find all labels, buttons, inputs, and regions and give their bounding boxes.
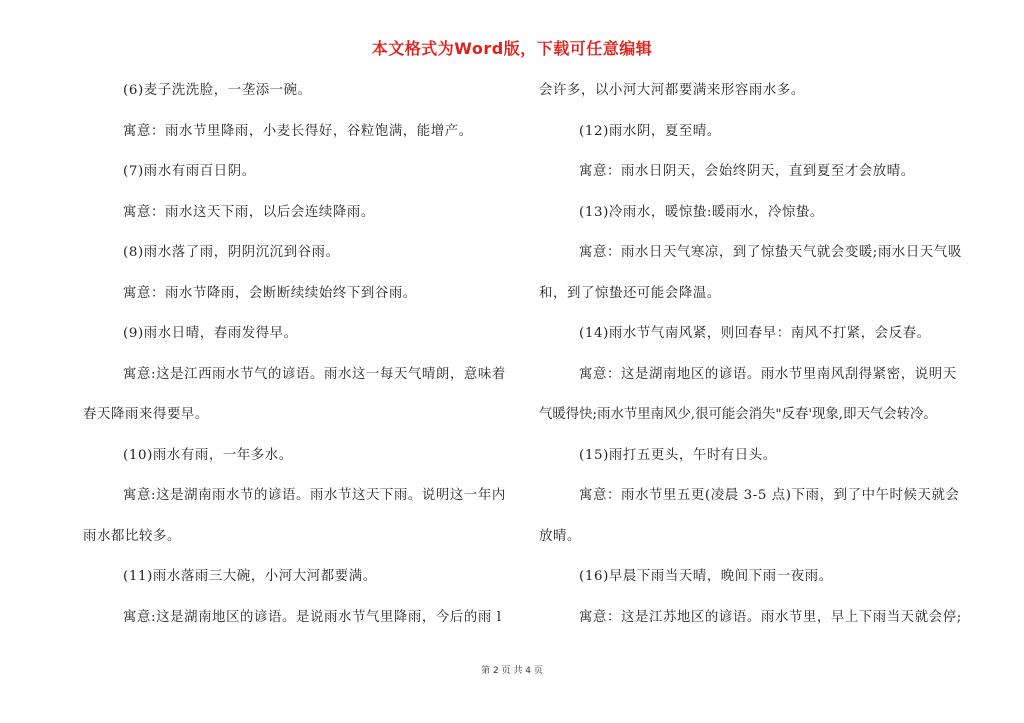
- text-line: 寓意：这是江苏地区的谚语。雨水节里，早上下雨当天就会停;: [579, 609, 962, 625]
- text-line: 寓意:这是湖南雨水节的谚语。雨水节这天下雨。说明这一年内: [123, 488, 506, 503]
- text-line: (15)雨打五更头，午时有日头。: [579, 447, 777, 463]
- text-line: (11)雨水落雨三大碗，小河大河都要满。: [123, 569, 377, 584]
- text-line: 寓意：雨水节降雨，会断断续续始终下到谷雨。: [123, 285, 417, 301]
- text-line: 放晴。: [539, 528, 581, 544]
- document-header-banner: 本文格式为Word版，下载可任意编辑: [371, 39, 653, 58]
- text-line: (9)雨水日晴，春雨发得早。: [123, 326, 298, 341]
- text-line: (16)早晨下雨当天晴，晚间下雨一夜雨。: [579, 569, 833, 584]
- text-line: 寓意：雨水日阴天，会始终阴天，直到夏至才会放晴。: [579, 164, 915, 179]
- text-line: 寓意：这是湖南地区的谚语。雨水节里南风刮得紧密，说明天: [579, 366, 957, 382]
- text-line: (10)雨水有雨，一年多水。: [123, 447, 293, 463]
- page-number-footer: 第 2 页 共 4 页: [481, 666, 543, 676]
- text-line: 寓意：雨水这天下雨，以后会连续降雨。: [123, 204, 375, 220]
- left-text-column: [83, 78, 535, 645]
- text-line: (12)雨水阴，夏至晴。: [579, 123, 721, 139]
- right-text-column: [539, 78, 991, 645]
- text-line: 雨水都比较多。: [83, 528, 181, 544]
- text-line: 寓意:这是江西雨水节气的谚语。雨水这一每天气晴朗，意味着: [123, 366, 506, 382]
- text-line: 气暖得快;雨水节里南风少,很可能会消失"反春'现象,即天气会转冷。: [539, 407, 937, 422]
- text-line: 春天降雨来得要早。: [83, 407, 209, 422]
- text-line: (14)雨水节气南风紧，则回春早：南风不打紧，会反春。: [579, 326, 931, 341]
- text-line: 会许多，以小河大河都要满来形容雨水多。: [539, 83, 805, 98]
- text-line: 寓意：雨水日天气寒凉，到了惊蛰天气就会变暖;雨水日天气吸: [579, 245, 962, 260]
- text-line: (13)冷雨水，暖惊蛰:暖雨水，冷惊蛰。: [579, 204, 824, 220]
- text-line: 和，到了惊蛰还可能会降温。: [539, 285, 721, 301]
- text-line: 寓意：雨水节里五更(凌晨 3-5 点)下雨，到了中午时候天就会: [579, 488, 960, 503]
- text-line: 寓意：雨水节里降雨，小麦长得好，谷粒饱满，能增产。: [123, 123, 473, 139]
- text-line: (6)麦子洗洗脸，一垄添一碗。: [123, 83, 312, 98]
- text-line: (8)雨水落了雨，阴阴沉沉到谷雨。: [123, 245, 340, 260]
- text-line: 寓意:这是湖南地区的谚语。是说雨水节气里降雨，今后的雨 l: [123, 609, 502, 625]
- text-line: (7)雨水有雨百日阴。: [123, 164, 256, 179]
